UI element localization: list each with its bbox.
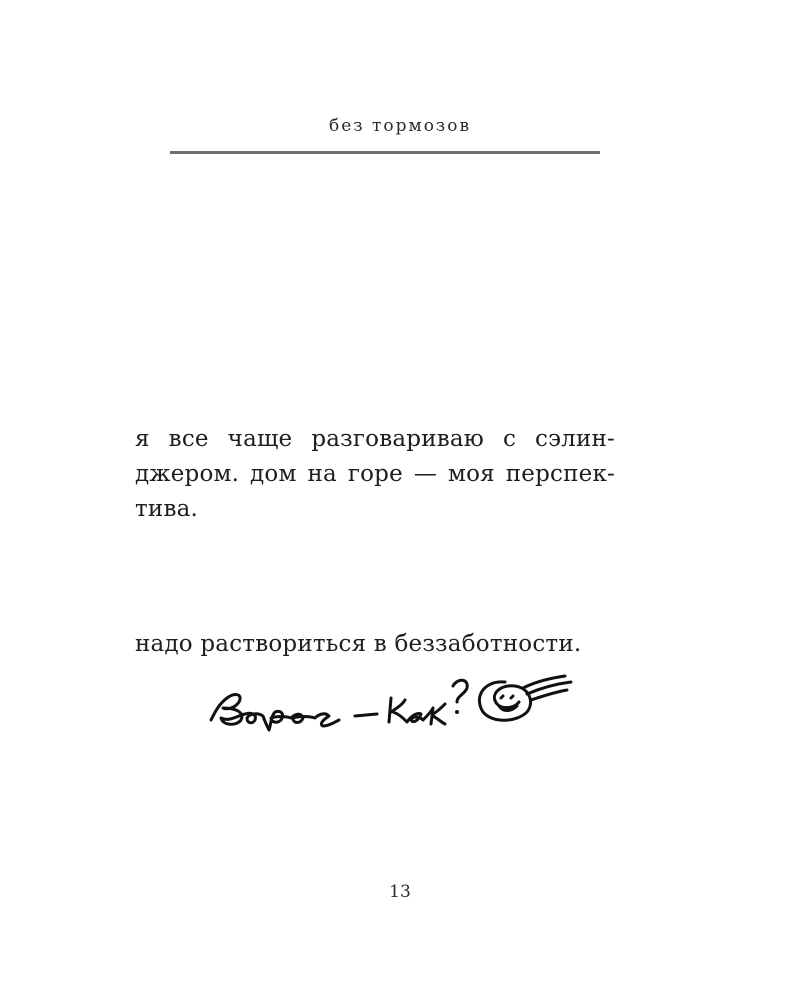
header-rule	[170, 151, 600, 154]
paragraph-1-line-1: я все чаще разговариваю с сэлин-	[135, 426, 615, 452]
handwriting-dash	[355, 714, 377, 716]
paragraph-1-line-3: тива.	[135, 496, 199, 522]
paragraph-1-line-2: джером. дом на горе — моя перспек-	[135, 461, 615, 487]
handwriting-question-dot	[455, 710, 459, 714]
paragraph-1	[135, 422, 615, 527]
handwritten-note	[205, 668, 650, 748]
paragraph-2	[135, 627, 615, 662]
running-head-title: без тормозов	[328, 116, 472, 136]
handwriting-question-mark	[453, 680, 467, 702]
smiley-doodle-icon	[479, 676, 571, 720]
paragraph-2-line-1: надо раствориться в беззаботности.	[135, 631, 582, 657]
handwriting-word-vopros	[211, 695, 339, 730]
page-number: 13	[389, 882, 411, 902]
handwriting-word-kak	[389, 698, 445, 724]
